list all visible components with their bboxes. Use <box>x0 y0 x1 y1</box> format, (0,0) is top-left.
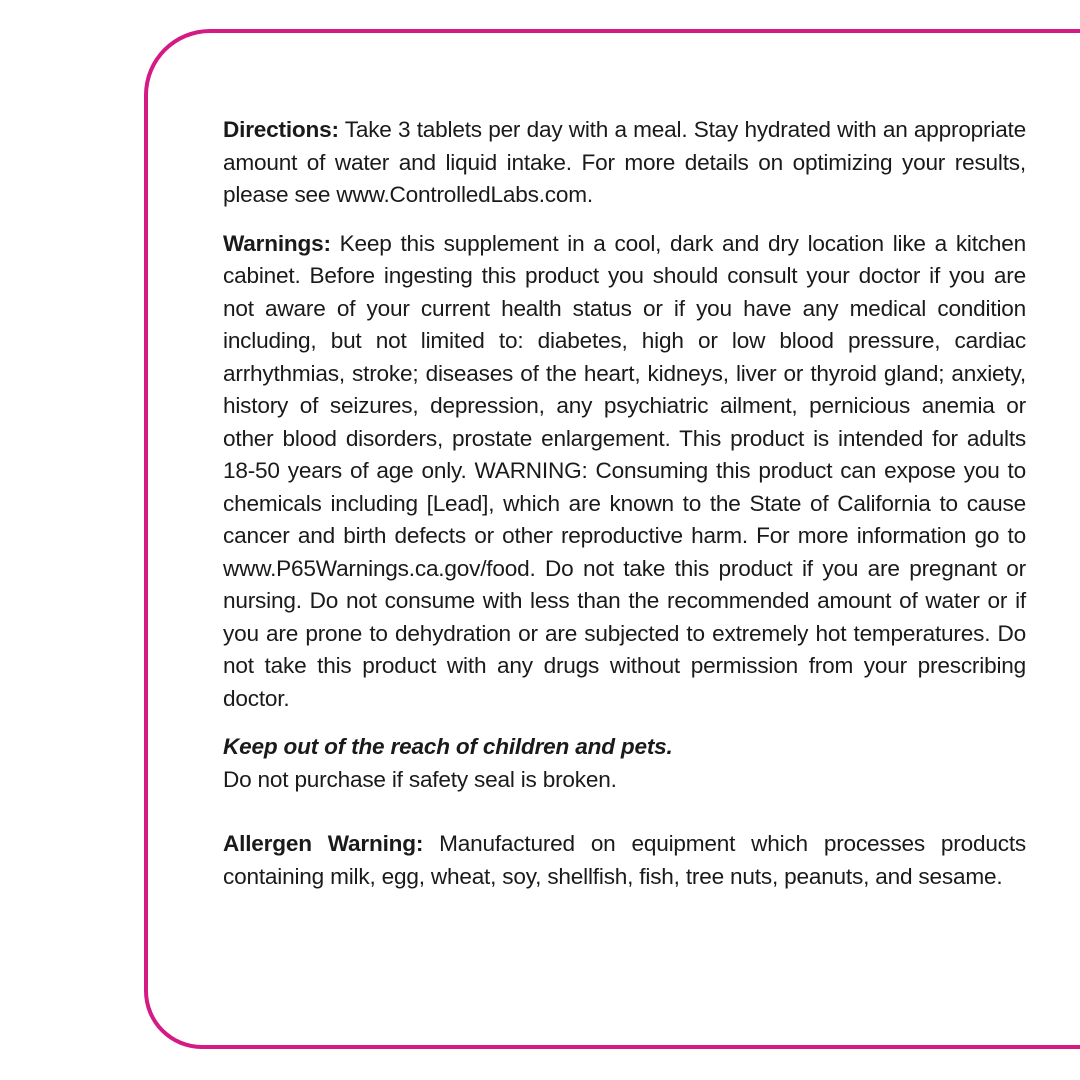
allergen-heading: Allergen Warning: <box>223 831 424 856</box>
warnings-heading: Warnings: <box>223 230 331 256</box>
allergen-paragraph <box>223 828 1026 893</box>
warnings-text: Keep this supplement in a cool, dark and dry location like a kitchen cabinet. Before ingesting this product you should consult your doctor if you are not aware of your current health status or if you have any medical condition including, but not limited to: diabetes, high or low blood pressure, cardiac arrhythmias, stroke; diseases of the heart, kidneys, liver or thyroid gland; anxiety, history of seizures, depression, any psychiatric ailment, pernicious anemia or other blood disorders, prostate enlargement. This product is intended for adults 18-50 years of age only. WARNING: Consuming this product can expose you to chemicals including [Lead], which are known to the State of California to cause cancer and birth defects or other reproductive harm. For more information go to www.P65Warnings.ca.gov/food. Do not take this product if you are pregnant or nursing. Do not consume with less than the recommended amount of water or if you are prone to dehydration or are subjected to extremely hot temperatures. Do not take this product with any drugs without permission from your prescribing doctor. <box>223 230 1027 711</box>
allergen-text: Manufactured on equipment which processes products containing milk, egg, wheat, soy, shellfish, fish, tree nuts, peanuts, and sesame. <box>223 831 1026 889</box>
directions-heading: Directions: <box>223 117 339 142</box>
directions-paragraph <box>223 114 1026 212</box>
directions-text: Take 3 tablets per day with a meal. Stay hydrated with an appropriate amount of water and liquid intake. For more details on optimizing your results, please see www.ControlledLabs.com. <box>223 117 1027 207</box>
safety-seal-note: Do not purchase if safety seal is broken. <box>223 766 617 792</box>
keep-out-block <box>223 731 1026 796</box>
label-text-content <box>223 114 1026 893</box>
warnings-paragraph <box>223 228 1026 716</box>
keep-out-title: Keep out of the reach of children and pets. <box>223 734 673 759</box>
